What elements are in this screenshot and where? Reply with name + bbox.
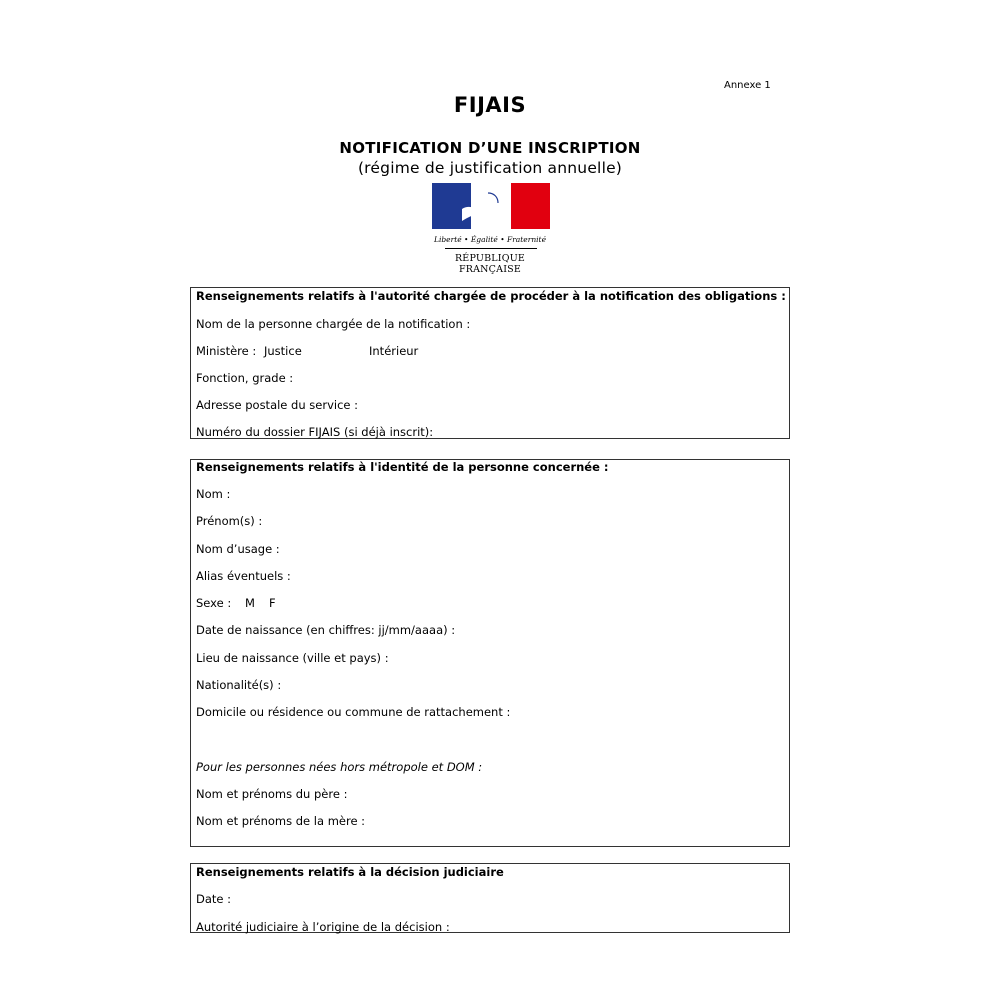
authority-section-heading: Renseignements relatifs à l'autorité chargée de procéder à la notification des obligations : xyxy=(196,289,786,303)
function-grade-field: Fonction, grade : xyxy=(196,371,294,385)
service-address-field: Adresse postale du service : xyxy=(196,398,359,412)
outside-metropole-note: Pour les personnes nées hors métropole et DOM : xyxy=(196,760,483,774)
document-subtitle: NOTIFICATION D’UNE INSCRIPTION xyxy=(339,139,641,157)
residence-field: Domicile ou résidence ou commune de rattachement : xyxy=(196,705,511,719)
logo-divider xyxy=(445,248,537,249)
first-names-field: Prénom(s) : xyxy=(196,514,263,528)
identity-section xyxy=(190,459,790,847)
decision-date-field: Date : xyxy=(196,892,232,906)
usage-name-field: Nom d’usage : xyxy=(196,542,280,556)
nationality-field: Nationalité(s) : xyxy=(196,678,282,692)
document-title: FIJAIS xyxy=(453,93,527,117)
aliases-field: Alias éventuels : xyxy=(196,569,291,583)
ministry-option-interieur: Intérieur xyxy=(369,344,419,358)
ministry-option-justice: Justice xyxy=(264,344,302,358)
father-name-field: Nom et prénoms du père : xyxy=(196,787,348,801)
ministry-label: Ministère : xyxy=(196,344,257,358)
sex-option-m: M xyxy=(245,596,255,610)
birth-date-field: Date de naissance (en chiffres: jj/mm/aaaa) : xyxy=(196,623,456,637)
sex-option-f: F xyxy=(269,596,276,610)
notifier-name-field: Nom de la personne chargée de la notification : xyxy=(196,317,471,331)
logo-motto: Liberté • Égalité • Fraternité xyxy=(433,235,547,244)
sex-label: Sexe : xyxy=(196,596,232,610)
annex-label: Annexe 1 xyxy=(724,80,771,91)
authority-section xyxy=(190,287,790,439)
marianne-flag-icon xyxy=(432,183,550,229)
mother-name-field: Nom et prénoms de la mère : xyxy=(196,814,366,828)
identity-section-heading: Renseignements relatifs à l'identité de la personne concernée : xyxy=(196,460,609,474)
logo-republique-francaise: RÉPUBLIQUE FRANÇAISE xyxy=(454,253,526,275)
document-subtitle-regime: (régime de justification annuelle) xyxy=(357,159,623,177)
last-name-field: Nom : xyxy=(196,487,231,501)
judicial-decision-section xyxy=(190,863,790,933)
republique-francaise-logo xyxy=(425,183,555,275)
fijais-file-number-field: Numéro du dossier FIJAIS (si déjà inscrit): xyxy=(196,425,434,439)
judicial-authority-field: Autorité judiciaire à l’origine de la décision : xyxy=(196,920,450,934)
judicial-decision-heading: Renseignements relatifs à la décision judiciaire xyxy=(196,865,504,879)
birth-place-field: Lieu de naissance (ville et pays) : xyxy=(196,651,389,665)
